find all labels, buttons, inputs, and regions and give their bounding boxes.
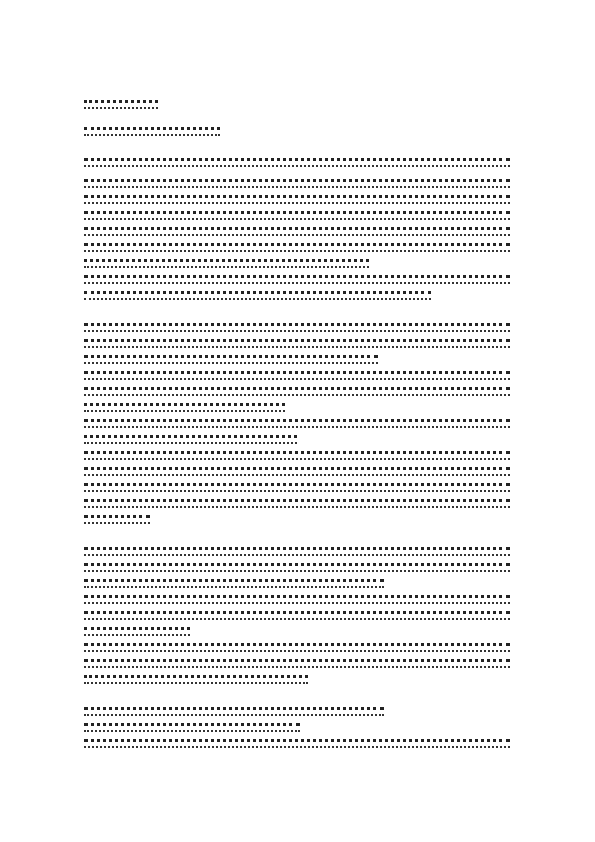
text-line bbox=[84, 195, 510, 204]
text-line bbox=[84, 723, 300, 732]
text-line bbox=[84, 339, 510, 348]
text-line bbox=[84, 387, 510, 396]
text-line bbox=[84, 243, 510, 252]
text-line bbox=[84, 483, 510, 492]
text-line bbox=[84, 158, 510, 167]
text-line bbox=[84, 563, 510, 572]
document-heading-1 bbox=[0, 0, 1, 1]
text-line bbox=[84, 259, 369, 268]
text-line bbox=[84, 627, 190, 636]
text-line bbox=[84, 675, 308, 684]
heading-line bbox=[84, 127, 220, 136]
text-line bbox=[84, 179, 510, 188]
text-line bbox=[84, 403, 285, 412]
text-line bbox=[84, 419, 510, 428]
text-line bbox=[84, 611, 510, 620]
text-line bbox=[84, 707, 384, 716]
text-line bbox=[84, 323, 510, 332]
text-line bbox=[84, 579, 384, 588]
text-line bbox=[84, 355, 378, 364]
document-heading-2 bbox=[0, 0, 1, 1]
text-line bbox=[84, 659, 510, 668]
text-line bbox=[84, 547, 510, 556]
text-line bbox=[84, 435, 297, 444]
text-line bbox=[84, 515, 150, 524]
text-line bbox=[84, 451, 510, 460]
text-line bbox=[84, 371, 510, 380]
text-line bbox=[84, 467, 510, 476]
text-line bbox=[84, 227, 510, 236]
text-line bbox=[84, 211, 510, 220]
text-line bbox=[84, 643, 510, 652]
text-line bbox=[84, 499, 510, 508]
heading-line bbox=[84, 100, 158, 109]
text-line bbox=[84, 275, 510, 284]
text-line bbox=[84, 291, 431, 300]
text-line bbox=[84, 595, 510, 604]
text-line bbox=[84, 739, 510, 748]
